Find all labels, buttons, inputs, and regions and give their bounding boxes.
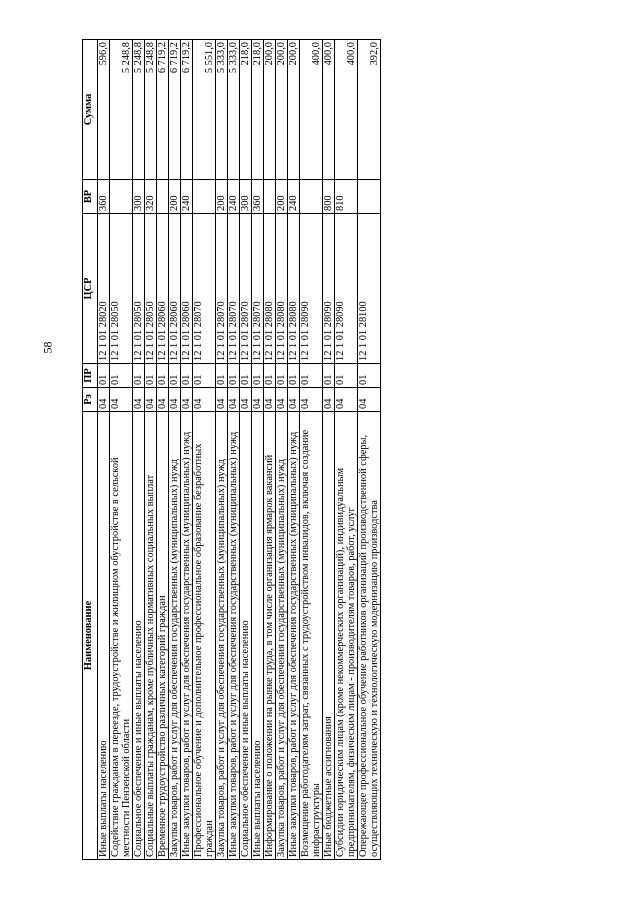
cell-name: Информирование о положении на рынке труда, в том числе организация ярмарок вакансий xyxy=(264,412,276,860)
cell-rz: 04 xyxy=(288,388,300,412)
table-row xyxy=(145,40,157,860)
header-name: Наименование xyxy=(83,412,98,860)
cell-rz: 04 xyxy=(228,388,240,412)
page-number: 58 xyxy=(40,341,55,354)
cell-sum: 218,0 xyxy=(252,40,264,180)
cell-vr: 200 xyxy=(216,180,228,214)
table-body xyxy=(98,40,381,860)
cell-rz: 04 xyxy=(300,388,323,412)
cell-csr: 12 1 01 28070 xyxy=(193,214,216,364)
table-row xyxy=(264,40,276,860)
cell-vr: 300 xyxy=(133,180,145,214)
header-rz: Рз xyxy=(83,388,98,412)
table-row xyxy=(193,40,216,860)
table-row xyxy=(288,40,300,860)
table-row xyxy=(228,40,240,860)
cell-vr xyxy=(358,180,381,214)
cell-name: Социальные выплаты гражданам, кроме публичных нормативных социальных выплат xyxy=(145,412,157,860)
cell-rz: 04 xyxy=(98,388,110,412)
rotated-page xyxy=(82,40,562,860)
table-row xyxy=(169,40,181,860)
cell-sum: 5 333,0 xyxy=(216,40,228,180)
landscape-content xyxy=(82,40,562,860)
cell-sum: 5 248,8 xyxy=(145,40,157,180)
cell-csr: 12 1 01 28080 xyxy=(288,214,300,364)
cell-vr xyxy=(157,180,169,214)
cell-rz: 04 xyxy=(264,388,276,412)
table-row xyxy=(240,40,252,860)
cell-rz: 04 xyxy=(133,388,145,412)
cell-csr: 12 1 01 28050 xyxy=(145,214,157,364)
cell-csr: 12 1 01 28080 xyxy=(264,214,276,364)
cell-rz: 04 xyxy=(181,388,193,412)
table-row xyxy=(335,40,358,860)
cell-pr: 01 xyxy=(110,364,133,388)
cell-rz: 04 xyxy=(276,388,288,412)
cell-pr: 01 xyxy=(169,364,181,388)
cell-pr: 01 xyxy=(264,364,276,388)
cell-csr: 12 1 01 28050 xyxy=(110,214,133,364)
cell-name: Содействие гражданам в переезде, трудоустройстве и жилищном обустройстве в сельской местности Пензенской области xyxy=(110,412,133,860)
cell-csr: 12 1 01 28070 xyxy=(216,214,228,364)
cell-name: Иные выплаты населению xyxy=(98,412,110,860)
cell-pr: 01 xyxy=(276,364,288,388)
cell-csr: 12 1 01 28090 xyxy=(323,214,335,364)
cell-vr: 240 xyxy=(228,180,240,214)
table-header-row xyxy=(83,40,98,860)
cell-sum: 6 719,2 xyxy=(169,40,181,180)
cell-name: Иные бюджетные ассигнования xyxy=(323,412,335,860)
cell-vr: 240 xyxy=(181,180,193,214)
cell-sum: 218,0 xyxy=(240,40,252,180)
cell-name: Социальное обеспечение и иные выплаты населению xyxy=(240,412,252,860)
cell-pr: 01 xyxy=(133,364,145,388)
cell-sum: 6 719,2 xyxy=(157,40,169,180)
table-row xyxy=(276,40,288,860)
cell-pr: 01 xyxy=(181,364,193,388)
cell-csr: 12 1 01 28100 xyxy=(358,214,381,364)
cell-pr: 01 xyxy=(240,364,252,388)
table-row xyxy=(98,40,110,860)
cell-rz: 04 xyxy=(216,388,228,412)
cell-csr: 12 1 01 28060 xyxy=(181,214,193,364)
cell-rz: 04 xyxy=(323,388,335,412)
cell-name: Временное трудоустройство различных категорий граждан xyxy=(157,412,169,860)
cell-vr: 320 xyxy=(145,180,157,214)
cell-name: Закупка товаров, работ и услуг для обеспечения государственных (муниципальных) нужд xyxy=(216,412,228,860)
cell-csr: 12 1 01 28090 xyxy=(300,214,323,364)
cell-name: Профессиональное обучение и дополнительное профессиональное образование безработных граждан xyxy=(193,412,216,860)
cell-pr: 01 xyxy=(300,364,323,388)
cell-name: Иные закупки товаров, работ и услуг для обеспечения государственных (муниципальных) нужд xyxy=(288,412,300,860)
cell-name: Иные закупки товаров, работ и услуг для обеспечения государственных (муниципальных) нужд xyxy=(181,412,193,860)
cell-csr: 12 1 01 28080 xyxy=(276,214,288,364)
cell-csr: 12 1 01 28090 xyxy=(335,214,358,364)
cell-name: Иные закупки товаров, работ и услуг для обеспечения государственных (муниципальных) нужд xyxy=(228,412,240,860)
cell-pr: 01 xyxy=(193,364,216,388)
cell-sum: 5 333,0 xyxy=(228,40,240,180)
table-row xyxy=(110,40,133,860)
cell-pr: 01 xyxy=(228,364,240,388)
cell-csr: 12 1 01 28020 xyxy=(98,214,110,364)
cell-vr: 360 xyxy=(98,180,110,214)
cell-pr: 01 xyxy=(252,364,264,388)
cell-rz: 04 xyxy=(157,388,169,412)
cell-csr: 12 1 01 28050 xyxy=(133,214,145,364)
cell-sum: 400,0 xyxy=(300,40,323,180)
cell-vr xyxy=(264,180,276,214)
cell-name: Опережающее профессиональное обучение работников организаций производственной сферы, осуществляющих техническую и технологическую модернизацию производства xyxy=(358,412,381,860)
cell-pr: 01 xyxy=(216,364,228,388)
cell-sum: 200,0 xyxy=(264,40,276,180)
cell-pr: 01 xyxy=(157,364,169,388)
cell-vr: 810 xyxy=(335,180,358,214)
cell-rz: 04 xyxy=(169,388,181,412)
cell-csr: 12 1 01 28060 xyxy=(157,214,169,364)
cell-rz: 04 xyxy=(110,388,133,412)
cell-csr: 12 1 01 28070 xyxy=(228,214,240,364)
table-row xyxy=(181,40,193,860)
cell-vr: 240 xyxy=(288,180,300,214)
cell-rz: 04 xyxy=(145,388,157,412)
header-vr: ВР xyxy=(83,180,98,214)
table-row xyxy=(358,40,381,860)
cell-rz: 04 xyxy=(358,388,381,412)
cell-sum: 596,0 xyxy=(98,40,110,180)
table-row xyxy=(216,40,228,860)
cell-vr: 360 xyxy=(252,180,264,214)
cell-name: Закупка товаров, работ и услуг для обеспечения государственных (муниципальных) нужд xyxy=(276,412,288,860)
cell-csr: 12 1 01 28060 xyxy=(169,214,181,364)
table-row xyxy=(133,40,145,860)
cell-vr xyxy=(300,180,323,214)
budget-table xyxy=(82,39,381,860)
header-pr: ПР xyxy=(83,364,98,388)
table-row xyxy=(323,40,335,860)
cell-pr: 01 xyxy=(145,364,157,388)
cell-sum: 392,0 xyxy=(358,40,381,180)
cell-sum: 400,0 xyxy=(335,40,358,180)
cell-pr: 01 xyxy=(288,364,300,388)
cell-sum: 200,0 xyxy=(288,40,300,180)
cell-csr: 12 1 01 28070 xyxy=(240,214,252,364)
cell-csr: 12 1 01 28070 xyxy=(252,214,264,364)
cell-sum: 400,0 xyxy=(323,40,335,180)
cell-vr: 300 xyxy=(240,180,252,214)
cell-rz: 04 xyxy=(193,388,216,412)
cell-pr: 01 xyxy=(98,364,110,388)
cell-sum: 5 248,8 xyxy=(110,40,133,180)
cell-name: Социальное обеспечение и иные выплаты населению xyxy=(133,412,145,860)
table-row xyxy=(252,40,264,860)
header-csr: ЦСР xyxy=(83,214,98,364)
cell-sum: 6 719,2 xyxy=(181,40,193,180)
table-row xyxy=(300,40,323,860)
cell-pr: 01 xyxy=(358,364,381,388)
cell-rz: 04 xyxy=(252,388,264,412)
cell-vr: 800 xyxy=(323,180,335,214)
cell-name: Субсидии юридическим лицам (кроме некоммерческих организаций), индивидуальным предпринимателям, физическим лицам - производителям товаров, работ, услуг xyxy=(335,412,358,860)
cell-vr xyxy=(193,180,216,214)
cell-sum: 200,0 xyxy=(276,40,288,180)
cell-sum: 5 248,8 xyxy=(133,40,145,180)
cell-name: Закупка товаров, работ и услуг для обеспечения государственных (муниципальных) нужд xyxy=(169,412,181,860)
cell-pr: 01 xyxy=(335,364,358,388)
table-row xyxy=(157,40,169,860)
cell-vr: 200 xyxy=(169,180,181,214)
cell-rz: 04 xyxy=(335,388,358,412)
cell-name: Иные выплаты населению xyxy=(252,412,264,860)
cell-rz: 04 xyxy=(240,388,252,412)
cell-name: Возмещение работодателям затрат, связанных с трудоустройством инвалидов, включая создание инфраструктуры xyxy=(300,412,323,860)
cell-pr: 01 xyxy=(323,364,335,388)
cell-vr xyxy=(110,180,133,214)
header-sum: Сумма xyxy=(83,40,98,180)
cell-vr: 200 xyxy=(276,180,288,214)
cell-sum: 5 551,0 xyxy=(193,40,216,180)
